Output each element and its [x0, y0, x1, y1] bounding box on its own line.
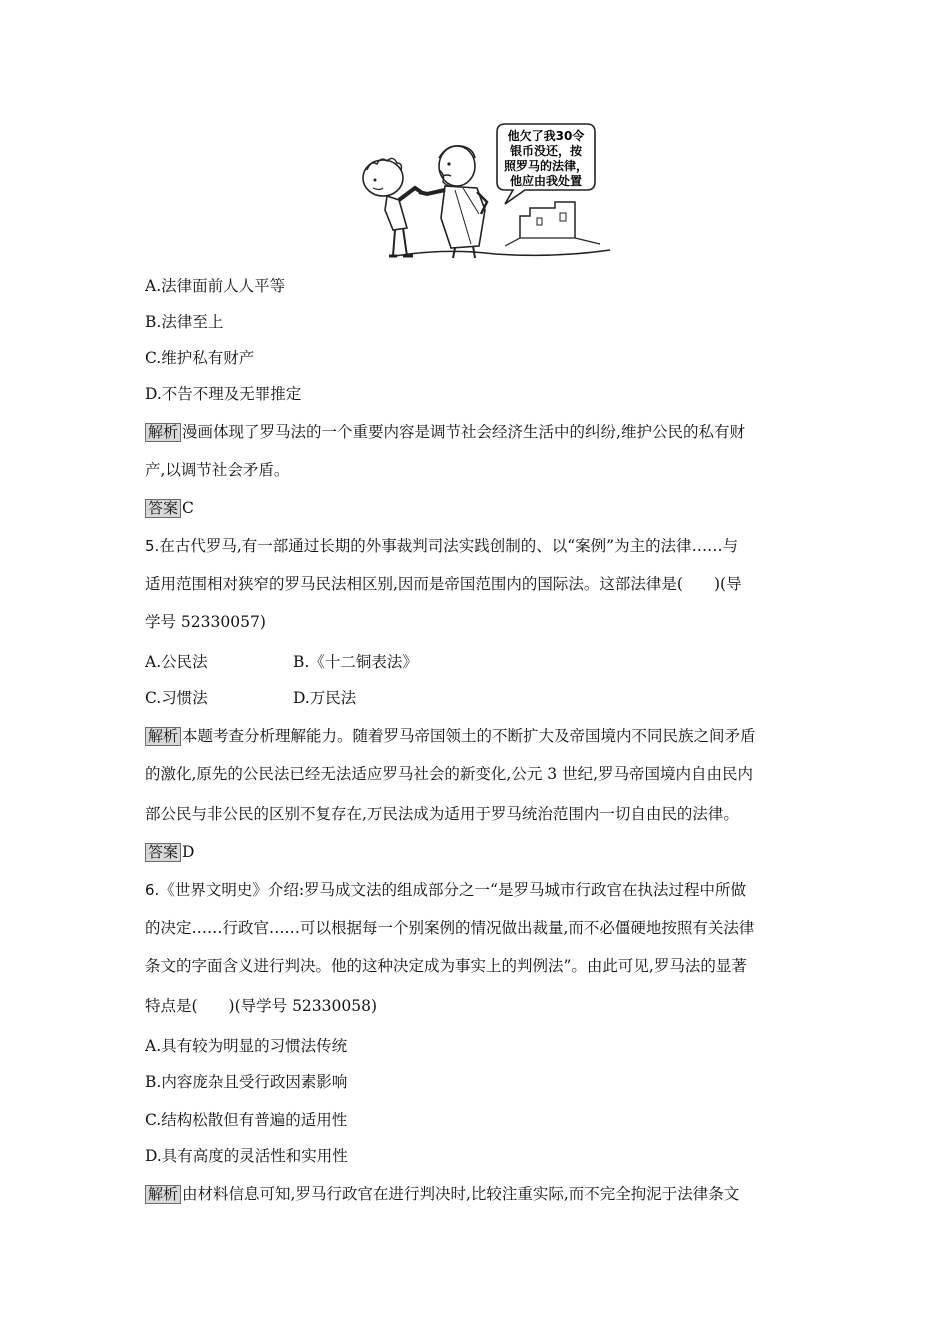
answer-label: 答案: [145, 499, 181, 518]
q4-answer: C: [182, 499, 194, 517]
q4-option-c: C.维护私有财产: [145, 349, 255, 367]
q6-stem-line-2: 的决定……行政官……可以根据每一个别案例的情况做出裁量,而不必僵硬地按照有关法律: [145, 919, 755, 937]
q4-option-d: D.不告不理及无罪推定: [145, 385, 302, 403]
q5-number: 5.: [145, 537, 160, 555]
q6-option-a: A.具有较为明显的习惯法传统: [145, 1037, 348, 1055]
q6-stem-line-1: [145, 880, 810, 900]
q6-stem-line-4: 特点是( )(导学号 52330058): [145, 997, 378, 1015]
q6-analysis-line: [145, 1184, 810, 1204]
q4-analysis-text-2: 产,以调节社会矛盾。: [145, 461, 290, 479]
analysis-label: 解析: [145, 727, 181, 746]
q5-analysis-text-1: 本题考查分析理解能力。随着罗马帝国领土的不断扩大及帝国境内不同民族之间矛盾: [182, 727, 756, 745]
q4-option-a: A.法律面前人人平等: [145, 277, 286, 295]
analysis-label: 解析: [145, 423, 181, 442]
speech-line-1: 他欠了我30令: [507, 129, 585, 143]
q6-analysis-text-1: 由材料信息可知,罗马行政官在进行判决时,比较注重实际,而不完全拘泥于法律条文: [182, 1185, 740, 1203]
q5-answer: D: [182, 843, 195, 861]
roman-law-cartoon: [355, 118, 615, 268]
q5-analysis-line: [145, 726, 810, 746]
q5-option-c: C.习惯法: [145, 689, 208, 707]
q5-options-row-1: [145, 652, 810, 672]
q4-answer-line: [145, 498, 810, 518]
speech-line-3: 照罗马的法律，: [503, 159, 589, 173]
speech-line-4: 他应由我处置: [509, 174, 583, 188]
q6-stem-line-3: 条文的字面含义进行判决。他的这种决定成为事实上的判例法”。由此可见,罗马法的显著: [145, 957, 747, 975]
q6-stem-text-1: 《世界文明史》介绍:罗马成文法的组成部分之一“是罗马城市行政官在执法过程中所做: [159, 881, 746, 899]
q6-option-d: D.具有高度的灵活性和实用性: [145, 1147, 348, 1165]
q5-answer-line: [145, 842, 810, 862]
q5-option-b: B.《十二铜表法》: [293, 653, 418, 671]
q5-stem-line-3: 学号 52330057): [145, 613, 266, 631]
analysis-label: 解析: [145, 1185, 181, 1204]
q4-analysis-text-1: 漫画体现了罗马法的一个重要内容是调节社会经济生活中的纠纷,维护公民的私有财: [182, 423, 745, 441]
q6-option-b: B.内容庞杂且受行政因素影响: [145, 1073, 348, 1091]
q4-option-b: B.法律至上: [145, 313, 224, 331]
q5-analysis-text-3: 部公民与非公民的区别不复存在,万民法成为适用于罗马统治范围内一切自由民的法律。: [145, 805, 739, 823]
answer-label: 答案: [145, 843, 181, 862]
q5-option-a: A.公民法: [145, 653, 208, 671]
q6-number: 6.: [145, 881, 160, 899]
q6-option-c: C.结构松散但有普遍的适用性: [145, 1111, 348, 1129]
q4-analysis-line: [145, 422, 810, 442]
q5-stem-line-2: 适用范围相对狭窄的罗马民法相区别,因而是帝国范围内的国际法。这部法律是( )(导: [145, 575, 742, 593]
speech-line-2: 银币没还，按: [509, 144, 583, 158]
q5-stem-line-1: [145, 536, 810, 556]
q5-options-row-2: [145, 688, 810, 708]
q5-stem-text-1: 在古代罗马,有一部通过长期的外事裁判司法实践创制的、以“案例”为主的法律……与: [159, 537, 739, 555]
q5-analysis-text-2: 的激化,原先的公民法已经无法适应罗马社会的新变化,公元 3 世纪,罗马帝国境内自由民内: [145, 765, 753, 783]
q5-option-d: D.万民法: [293, 689, 357, 707]
